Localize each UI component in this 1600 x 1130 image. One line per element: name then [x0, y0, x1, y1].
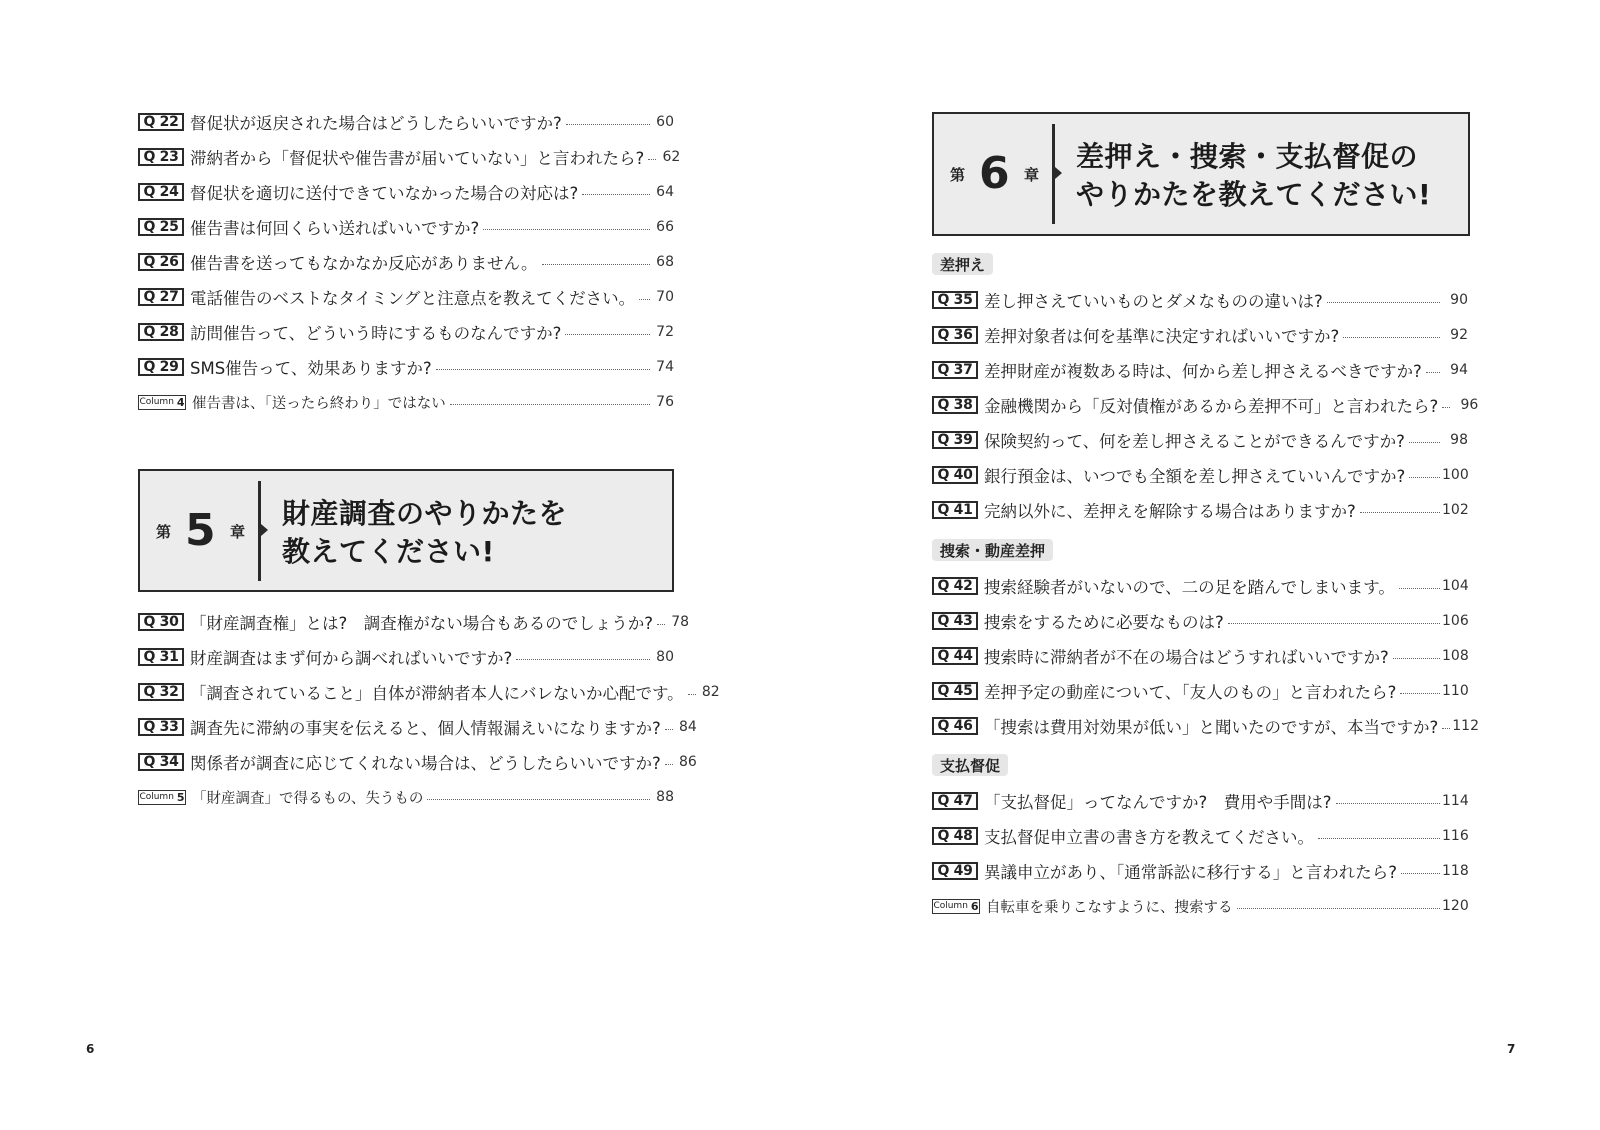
toc-entry: [932, 859, 1468, 883]
toc-entry: [138, 715, 697, 739]
section-label: 支払督促: [932, 754, 1008, 776]
question-badge: Q 34: [138, 753, 184, 771]
dot-leader: [1401, 873, 1440, 874]
question-badge: Q 45: [932, 682, 978, 700]
page-number: 100: [1442, 467, 1469, 483]
page-number: 120: [1442, 898, 1469, 914]
chapter-title: [282, 495, 567, 571]
toc-entry: [138, 645, 674, 669]
column-label: Column: [139, 792, 174, 802]
entry-title: 督促状を適切に送付できていなかった場合の対応は?: [190, 184, 579, 203]
entry-title: 滞納者から「督促状や催告書が届いていない」と言われたら?: [190, 149, 645, 168]
column-label: Column: [139, 397, 174, 407]
chapter-dai: 第: [950, 166, 966, 184]
question-badge: Q 41: [932, 501, 978, 519]
dot-leader: [1409, 442, 1440, 443]
question-badge: Q 48: [932, 827, 978, 845]
dot-leader: [483, 229, 650, 230]
page-number: 112: [1452, 718, 1479, 734]
question-badge: Q 23: [138, 148, 184, 166]
column-entry: [138, 390, 674, 414]
question-badge: Q 46: [932, 717, 978, 735]
toc-entry: [138, 180, 674, 204]
chapter-5-header: [138, 469, 674, 592]
toc-entry: [138, 215, 674, 239]
page-number: 72: [656, 324, 674, 340]
entry-title: 督促状が返戻された場合はどうしたらいいですか?: [190, 114, 562, 133]
entry-title: 「調査されていること」自体が滞納者本人にバレないか心配です。: [190, 684, 684, 703]
entry-title: 電話催告のベストなタイミングと注意点を教えてください。: [190, 289, 636, 308]
entry-title: 催告書は、「送ったら終わり」ではない: [192, 395, 446, 412]
entry-title: 催告書は何回くらい送ればいいですか?: [190, 219, 480, 238]
dot-leader: [427, 799, 650, 800]
question-badge: Q 42: [932, 577, 978, 595]
page-number: 74: [656, 359, 674, 375]
dot-leader: [1409, 477, 1440, 478]
question-badge: Q 28: [138, 323, 184, 341]
column-number: 5: [176, 790, 185, 804]
page-number: 90: [1450, 292, 1468, 308]
dot-leader: [1228, 623, 1440, 624]
column-entry: [932, 894, 1468, 918]
dot-leader: [450, 404, 650, 405]
page-number: 116: [1442, 828, 1469, 844]
dot-leader: [436, 369, 650, 370]
question-badge: Q 33: [138, 718, 184, 736]
entry-title: 金融機関から「反対債権があるから差押不可」と言われたら?: [984, 397, 1439, 416]
toc-entry: [932, 288, 1468, 312]
dot-leader: [1360, 512, 1440, 513]
entry-title: 完納以外に、差押えを解除する場合はありますか?: [984, 502, 1356, 521]
entry-title: 異議申立があり、「通常訴訟に移行する」と言われたら?: [984, 863, 1398, 882]
dot-leader: [1400, 693, 1440, 694]
entry-title: 「捜索は費用対効果が低い」と聞いたのですが、本当ですか?: [984, 718, 1439, 737]
chapter-arrow-icon: [261, 524, 268, 536]
dot-leader: [566, 124, 650, 125]
chapter-arrow-icon: [1055, 167, 1062, 179]
entry-title: 催告書を送ってもなかなか反応がありません。: [190, 254, 538, 273]
page-folio: 6: [86, 1042, 95, 1056]
page-number: 76: [656, 394, 674, 410]
entry-title: 捜索経験者がいないので、二の足を踏んでしまいます。: [984, 578, 1395, 597]
page-number: 60: [656, 114, 674, 130]
entry-title: 財産調査はまず何から調べればいいですか?: [190, 649, 513, 668]
toc-entry: [932, 393, 1479, 417]
toc-entry: [932, 679, 1468, 703]
dot-leader: [582, 194, 650, 195]
page-number: 96: [1460, 397, 1479, 413]
toc-entry: [932, 714, 1479, 738]
chapter-dai: 第: [156, 523, 172, 541]
entry-title: 関係者が調査に応じてくれない場合は、どうしたらいいですか?: [190, 754, 661, 773]
toc-entry: [932, 824, 1468, 848]
toc-entry: [932, 644, 1468, 668]
question-badge: Q 24: [138, 183, 184, 201]
entry-title: SMS催告って、効果ありますか?: [190, 359, 432, 378]
question-badge: Q 38: [932, 396, 978, 414]
question-badge: Q 22: [138, 113, 184, 131]
entry-title: 捜索時に滞納者が不在の場合はどうすればいいですか?: [984, 648, 1389, 667]
chapter-6-header: [932, 112, 1470, 236]
entry-title: 自転車を乗りこなすように、捜索する: [986, 899, 1233, 916]
page-number: 92: [1450, 327, 1468, 343]
entry-title: 「財産調査権」とは? 調査権がない場合もあるのでしょうか?: [190, 614, 654, 633]
chapter-title-line1: 差押え・捜索・支払督促の: [1076, 140, 1419, 173]
page-number: 104: [1442, 578, 1469, 594]
question-badge: Q 35: [932, 291, 978, 309]
toc-entry: [932, 428, 1468, 452]
page-number: 88: [656, 789, 674, 805]
dot-leader: [565, 334, 650, 335]
page-number: 98: [1450, 432, 1468, 448]
toc-entry: [932, 323, 1468, 347]
toc-entry: [932, 609, 1468, 633]
column-entry: [138, 785, 674, 809]
column-number: 4: [176, 395, 185, 409]
question-badge: Q 37: [932, 361, 978, 379]
page-number: 110: [1442, 683, 1469, 699]
entry-title: 差し押さえていいものとダメなものの違いは?: [984, 292, 1323, 311]
question-badge: Q 44: [932, 647, 978, 665]
page-number: 114: [1442, 793, 1469, 809]
dot-leader: [542, 264, 651, 265]
dot-leader: [1442, 407, 1450, 408]
question-badge: Q 40: [932, 466, 978, 484]
toc-entry: [138, 320, 674, 344]
dot-leader: [665, 764, 673, 765]
question-badge: Q 31: [138, 648, 184, 666]
entry-title: 調査先に滞納の事実を伝えると、個人情報漏えいになりますか?: [190, 719, 661, 738]
column-badge: [932, 899, 980, 914]
dot-leader: [1442, 728, 1450, 729]
column-number: 6: [970, 899, 979, 913]
dot-leader: [1336, 803, 1440, 804]
entry-title: 保険契約って、何を差し押さえることができるんですか?: [984, 432, 1405, 451]
column-badge: [138, 395, 186, 410]
page-number: 86: [678, 754, 697, 770]
toc-entry: [138, 355, 674, 379]
question-badge: Q 29: [138, 358, 184, 376]
chapter-sho: 章: [230, 523, 246, 541]
page-number: 118: [1442, 863, 1469, 879]
page-number: 66: [656, 219, 674, 235]
section-label: 捜索・動産差押: [932, 539, 1053, 561]
page-number: 70: [656, 289, 674, 305]
page-number: 78: [671, 614, 690, 630]
toc-entry: [932, 574, 1468, 598]
chapter-title-line1: 財産調査のやりかたを: [282, 497, 568, 530]
question-badge: Q 25: [138, 218, 184, 236]
question-badge: Q 47: [932, 792, 978, 810]
chapter-title-line2: やりかたを教えてください!: [1076, 178, 1432, 211]
toc-entry: [138, 610, 690, 634]
dot-leader: [1393, 658, 1440, 659]
entry-title: 「支払督促」ってなんですか? 費用や手間は?: [984, 793, 1332, 812]
page-number: 80: [656, 649, 674, 665]
page-number: 102: [1442, 502, 1469, 518]
page-number: 94: [1450, 362, 1468, 378]
page-number: 62: [662, 149, 681, 165]
chapter-number: 5: [185, 505, 216, 556]
question-badge: Q 43: [932, 612, 978, 630]
toc-entry: [932, 358, 1468, 382]
question-badge: Q 49: [932, 862, 978, 880]
dot-leader: [688, 694, 696, 695]
toc-entry: [138, 250, 674, 274]
dot-leader: [1318, 838, 1440, 839]
question-badge: Q 27: [138, 288, 184, 306]
toc-entry: [138, 145, 681, 169]
dot-leader: [1327, 302, 1440, 303]
dot-leader: [648, 159, 656, 160]
chapter-number: 6: [979, 148, 1010, 199]
entry-title: 差押対象者は何を基準に決定すればいいですか?: [984, 327, 1340, 346]
toc-entry: [932, 463, 1468, 487]
page-number: 106: [1442, 613, 1469, 629]
toc-entry: [138, 750, 697, 774]
dot-leader: [1237, 908, 1441, 909]
entry-title: 差押財産が複数ある時は、何から差し押さえるべきですか?: [984, 362, 1422, 381]
chapter-sho: 章: [1024, 166, 1040, 184]
dot-leader: [1399, 588, 1440, 589]
entry-title: 支払督促申立書の書き方を教えてください。: [984, 828, 1314, 847]
right-page: [800, 0, 1600, 1130]
chapter-title-line2: 教えてください!: [282, 535, 495, 568]
page-number: 108: [1442, 648, 1469, 664]
page-folio: 7: [1507, 1042, 1516, 1056]
toc-entry: [138, 110, 674, 134]
page-number: 82: [701, 684, 720, 700]
question-badge: Q 32: [138, 683, 184, 701]
dot-leader: [665, 729, 673, 730]
entry-title: 訪問催告って、どういう時にするものなんですか?: [190, 324, 562, 343]
question-badge: Q 36: [932, 326, 978, 344]
question-badge: Q 26: [138, 253, 184, 271]
page-number: 68: [656, 254, 674, 270]
question-badge: Q 39: [932, 431, 978, 449]
dot-leader: [657, 624, 665, 625]
chapter-title: [1076, 138, 1431, 214]
entry-title: 捜索をするために必要なものは?: [984, 613, 1224, 632]
toc-entry: [932, 789, 1468, 813]
dot-leader: [639, 299, 650, 300]
toc-entry: [138, 285, 674, 309]
page-number: 84: [678, 719, 697, 735]
entry-title: 「財産調査」で得るもの、失うもの: [192, 790, 424, 807]
column-badge: [138, 790, 186, 805]
dot-leader: [516, 659, 650, 660]
page-number: 64: [656, 184, 674, 200]
question-badge: Q 30: [138, 613, 184, 631]
column-label: Column: [933, 901, 968, 911]
dot-leader: [1343, 337, 1440, 338]
toc-entry: [138, 680, 720, 704]
section-label: 差押え: [932, 253, 993, 275]
dot-leader: [1426, 372, 1440, 373]
entry-title: 差押予定の動産について、「友人のもの」と言われたら?: [984, 683, 1397, 702]
entry-title: 銀行預金は、いつでも全額を差し押さえていいんですか?: [984, 467, 1406, 486]
toc-entry: [932, 498, 1468, 522]
